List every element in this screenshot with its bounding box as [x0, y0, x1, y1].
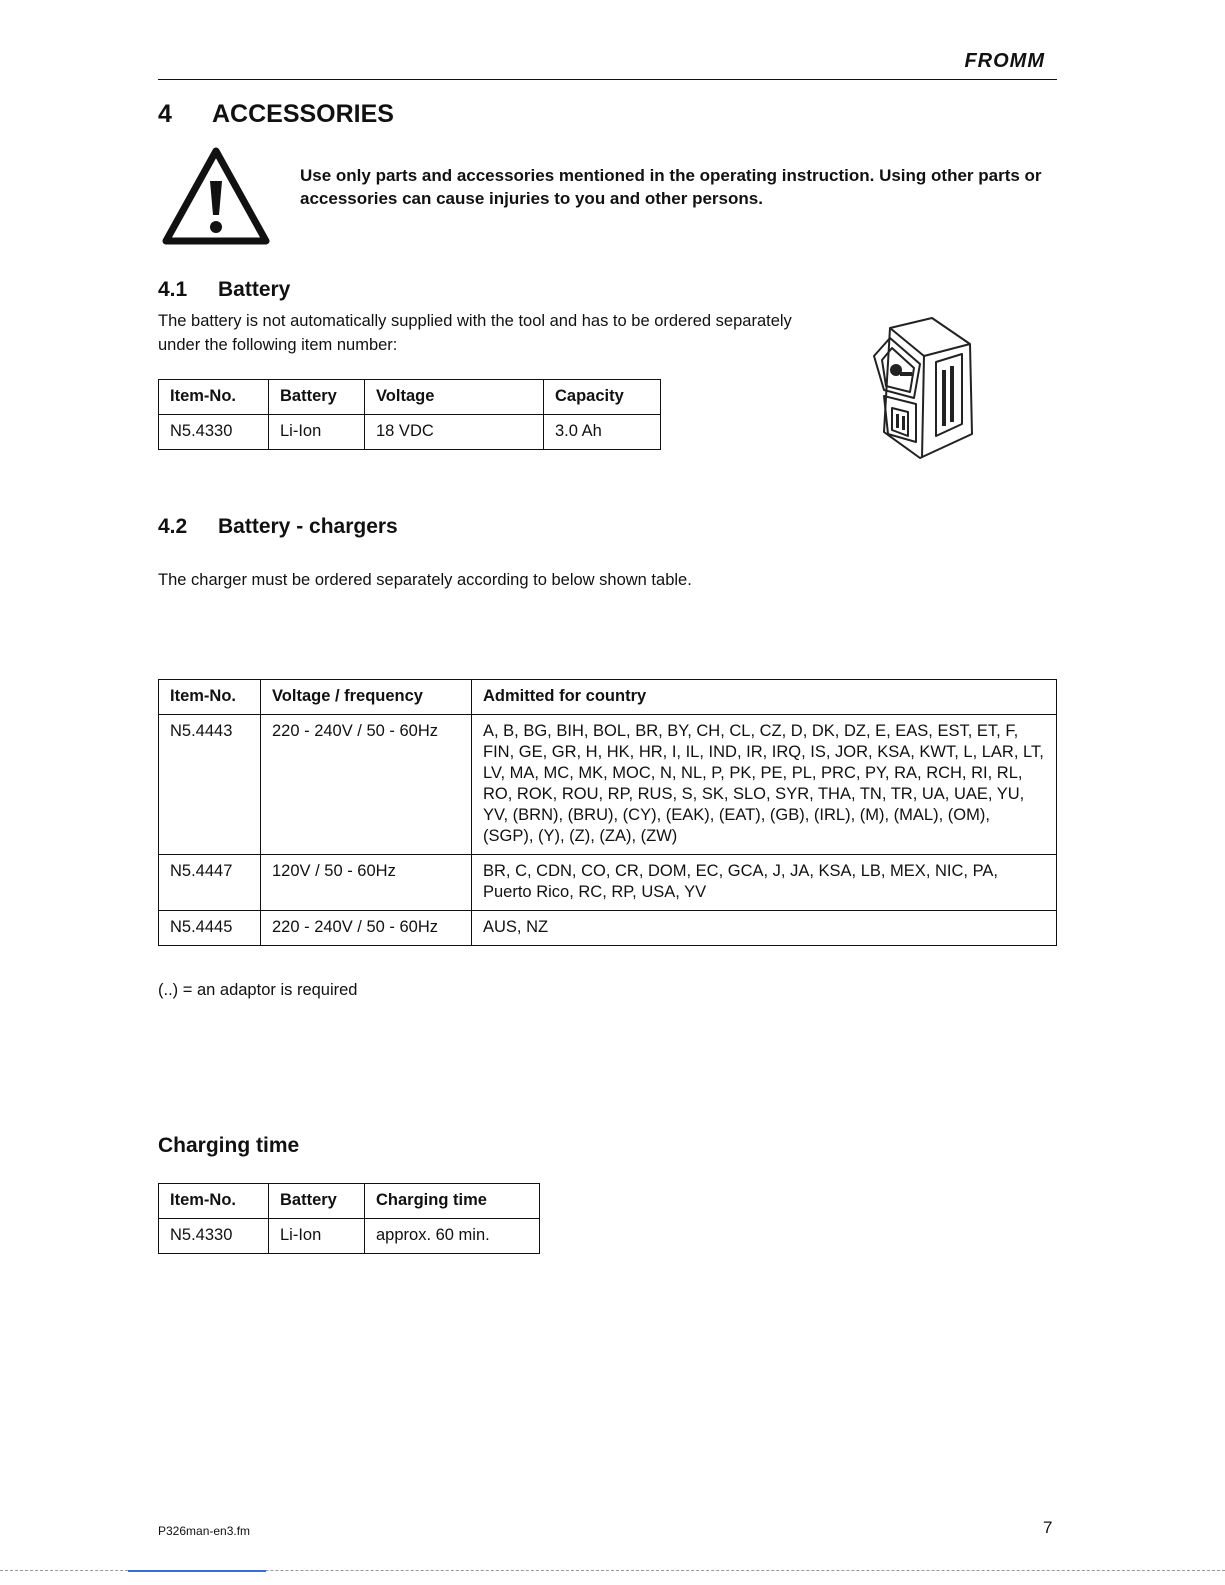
table-cell: Li-Ion — [269, 1219, 365, 1254]
table-cell: 3.0 Ah — [544, 415, 661, 450]
page-bottom-marker — [128, 1570, 266, 1572]
table-row — [159, 855, 1057, 911]
table-cell: A, B, BG, BIH, BOL, BR, BY, CH, CL, CZ, D, DK, DZ, E, EAS, EST, ET, F, FIN, GE, GR, H, HK, HR, I, IL, IND, IR, IRQ, IS, JOR, KSA, KWT, L, LAR, LT, LV, MA, MC, MK, MOC, N, NL, P, PK, PE, PL, PRC, PY, RA, RCH, RI, RL, RO, ROK, ROU, RP, RUS, S, SK, SLO, SYR, THA, TN, TR, UA, UAE, YU, YV, (BRN), (BRU), (CY), (EAK), (EAT), (GB), (IRL), (M), (MAL), (OM), (SGP), (Y), (Z), (ZA), (ZW) — [472, 715, 1057, 855]
table-header-cell: Admitted for country — [472, 680, 1057, 715]
table-header-cell: Item-No. — [159, 680, 261, 715]
chargers-heading — [158, 515, 398, 539]
brand-logo: FROMM — [964, 50, 1045, 72]
adaptor-note: (..) = an adaptor is required — [158, 981, 358, 999]
chapter-title: ACCESSORIES — [212, 100, 394, 128]
footer-filename: P326man-en3.fm — [158, 1524, 251, 1538]
table-header-cell: Item-No. — [159, 1184, 269, 1219]
table-header-row — [159, 680, 1057, 715]
table-header-cell: Capacity — [544, 380, 661, 415]
table-cell: Li-Ion — [269, 415, 365, 450]
table-cell: 220 - 240V / 50 - 60Hz — [261, 715, 472, 855]
table-header-row — [159, 380, 661, 415]
warning-triangle-icon — [160, 145, 272, 247]
battery-heading — [158, 278, 290, 302]
table-cell: N5.4443 — [159, 715, 261, 855]
table-cell: 18 VDC — [365, 415, 544, 450]
battery-section-title: Battery — [218, 278, 291, 301]
battery-section-number: 4.1 — [158, 278, 188, 301]
chargers-intro: The charger must be ordered separately according to below shown table. — [158, 571, 692, 589]
table-cell: AUS, NZ — [472, 911, 1057, 946]
table-header-cell: Battery — [269, 1184, 365, 1219]
table-cell: 220 - 240V / 50 - 60Hz — [261, 911, 472, 946]
table-cell: approx. 60 min. — [365, 1219, 540, 1254]
table-cell: BR, C, CDN, CO, CR, DOM, EC, GCA, J, JA, KSA, LB, MEX, NIC, PA, Puerto Rico, RC, RP, USA, YV — [472, 855, 1057, 911]
charging-time-heading: Charging time — [158, 1134, 300, 1157]
chargers-section-title: Battery - chargers — [218, 515, 398, 538]
warning-text: Use only parts and accessories mentioned in the operating instruction. Using other parts or accessories can cause injuries to you and other persons. — [300, 166, 1042, 208]
table-header-cell: Voltage — [365, 380, 544, 415]
table-header-row — [159, 1184, 540, 1219]
table-cell: N5.4330 — [159, 1219, 269, 1254]
header-divider — [158, 79, 1057, 80]
table-header-cell: Battery — [269, 380, 365, 415]
table-cell: 120V / 50 - 60Hz — [261, 855, 472, 911]
battery-intro: The battery is not automatically supplied with the tool and has to be ordered separately under the following item number: — [158, 312, 792, 354]
chapter-heading — [158, 100, 394, 129]
chargers-table — [158, 679, 1057, 946]
table-header-cell: Item-No. — [159, 380, 269, 415]
charging-time-table — [158, 1183, 540, 1254]
table-row — [159, 1219, 540, 1254]
battery-table — [158, 379, 661, 450]
battery-pack-image — [862, 312, 980, 462]
table-cell: N5.4445 — [159, 911, 261, 946]
table-header-cell: Charging time — [365, 1184, 540, 1219]
chargers-section-number: 4.2 — [158, 515, 188, 538]
chapter-number: 4 — [158, 100, 172, 128]
table-cell: N5.4330 — [159, 415, 269, 450]
table-row — [159, 415, 661, 450]
page-number: 7 — [1043, 1518, 1053, 1537]
table-cell: N5.4447 — [159, 855, 261, 911]
table-row — [159, 911, 1057, 946]
table-row — [159, 715, 1057, 855]
table-header-cell: Voltage / frequency — [261, 680, 472, 715]
